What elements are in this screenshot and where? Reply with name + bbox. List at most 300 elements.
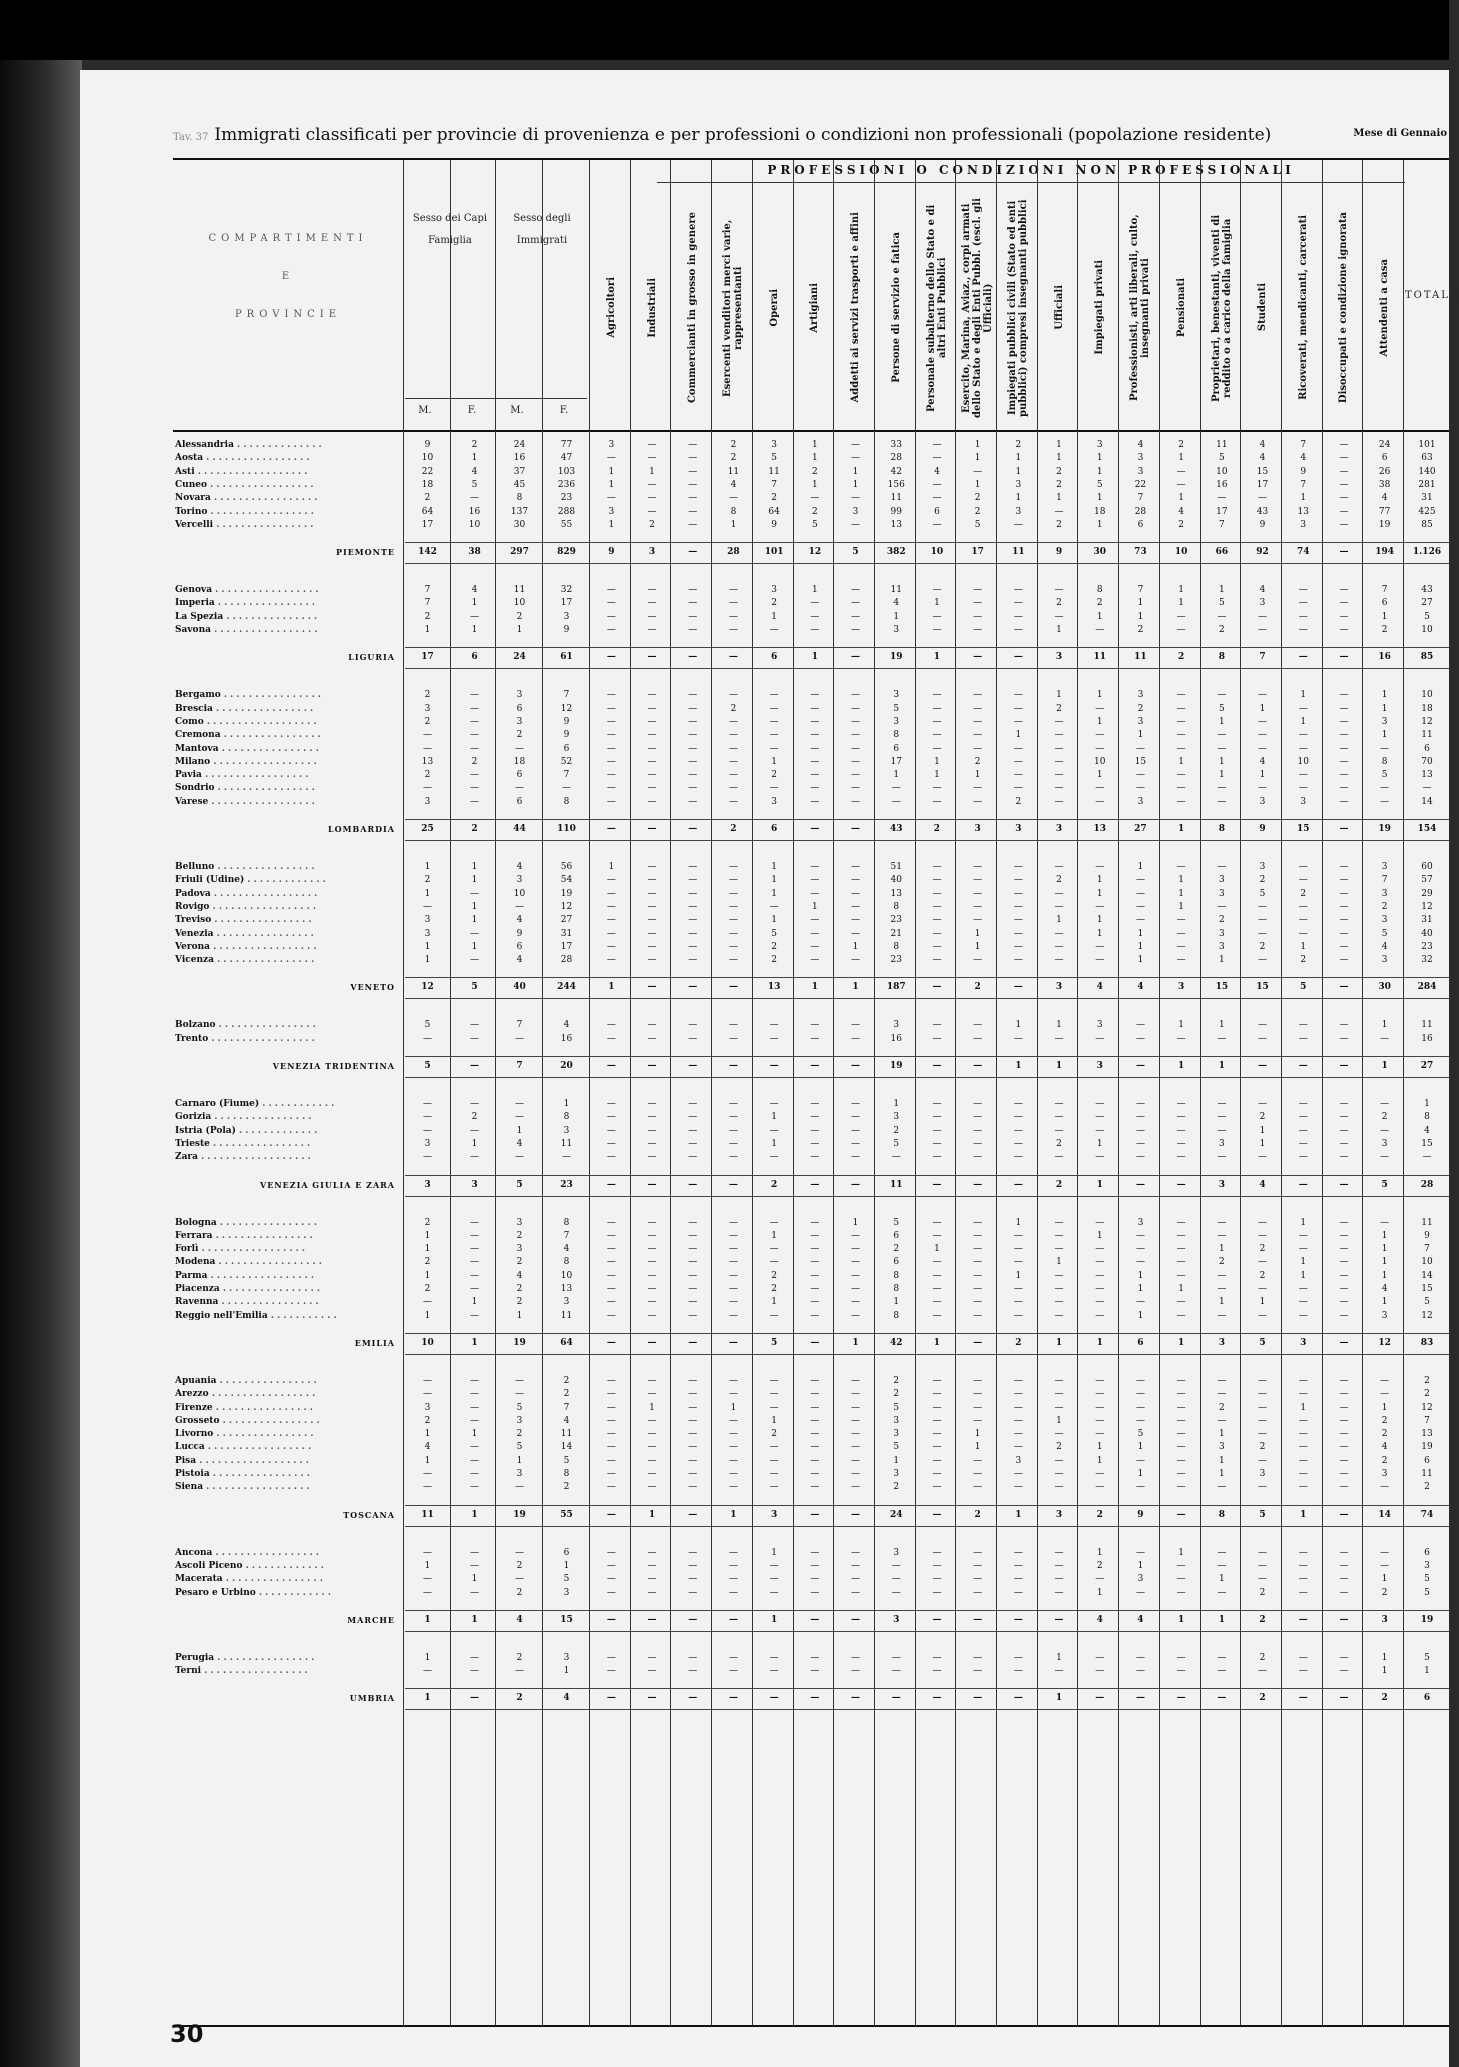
value-cell: — [1013,941,1023,952]
value-cell: — [1298,862,1308,872]
value-cell: — [470,1099,479,1109]
value-cell: 2 [563,1389,570,1400]
total-cell: 29 [1421,888,1433,899]
province-name-text: Friuli (Udine) [175,875,245,886]
value-cell: 829 [557,547,576,558]
value-cell: 1 [516,1455,523,1466]
value-cell: 1 [424,1244,431,1255]
value-cell: 5 [811,519,818,530]
value-cell: 1 [424,955,431,966]
province-name [175,1389,401,1399]
header-professioni-divider [657,182,1405,183]
value-cell: — [1013,1112,1023,1123]
value-cell: — [1013,1402,1023,1413]
value-cell: — [932,1138,942,1149]
value-cell: — [606,1652,616,1663]
value-cell: 1 [974,440,981,450]
profession-header-label: Esercenti venditori merci varie, rappresentanti [722,218,745,397]
province-name-text: Pisa [175,1455,197,1466]
value-cell: 3 [1259,598,1266,609]
value-cell: 2 [1218,915,1225,926]
value-cell: — [810,1138,820,1149]
value-cell: 1 [1056,1257,1062,1268]
month-label: Mese di Gennaio [1353,128,1447,139]
dot-leader: . . . . . . . . . . . . . . . . [212,703,314,714]
value-cell: — [688,1284,698,1294]
value-cell: 1 [974,941,981,952]
province-row [173,889,1449,902]
value-cell: — [851,928,861,939]
value-cell: — [1176,1693,1186,1704]
value-cell: — [1298,730,1308,741]
value-cell: — [1013,1574,1023,1585]
total-cell: 7 [1424,1244,1430,1255]
value-cell: — [728,598,738,609]
value-cell: — [932,783,942,794]
value-cell: 1 [649,466,655,477]
province-name [175,783,401,793]
value-cell: — [932,1614,942,1625]
province-row [173,929,1449,942]
value-cell: — [1054,585,1064,596]
value-cell: 6 [771,824,778,834]
value-cell: — [728,730,738,741]
value-cell: — [851,1614,861,1625]
value-cell: 1 [771,1547,777,1558]
value-cell: 2 [1300,955,1307,966]
value-cell: — [728,1469,738,1479]
value-cell: 2 [730,703,737,714]
value-cell: 1 [424,1270,431,1281]
total-cell: 15 [1421,1284,1433,1294]
value-cell: 11 [890,585,902,596]
value-cell: 4 [1259,756,1266,767]
value-cell: — [728,1587,738,1598]
value-cell: 55 [560,519,573,530]
value-cell: — [1013,611,1023,622]
value-cell: — [1095,1112,1105,1123]
value-cell: — [470,1389,479,1400]
header-capi-m: M. [418,405,432,416]
total-cell: 2 [1424,1375,1430,1386]
value-cell: — [1095,703,1105,714]
value-cell: — [1339,1415,1349,1426]
value-cell: 2 [424,1217,431,1228]
dot-leader: . . . . . . . . . . . . . . . . . [208,1389,316,1400]
value-cell: 3 [424,1402,431,1413]
value-cell: 38 [1378,479,1391,490]
value-cell: — [688,1482,698,1493]
value-cell: 2 [1381,901,1388,912]
value-cell: — [688,1230,698,1241]
total-cell: 6 [1423,1693,1431,1704]
value-cell: — [851,1020,861,1031]
value-cell: 1 [974,453,981,464]
province-name [175,1456,401,1466]
value-cell: — [1339,716,1349,727]
value-cell: 13 [767,982,781,993]
value-cell: — [1013,743,1023,754]
value-cell: — [810,1389,820,1400]
value-cell: 3 [1137,1574,1144,1585]
value-cell: — [1339,875,1349,886]
value-cell: 2 [1096,1560,1103,1571]
value-cell: — [810,875,820,886]
value-cell: — [1176,1429,1186,1440]
value-cell: 1 [1096,1230,1103,1241]
subtotal-rule [405,1056,1449,1057]
value-cell: — [728,1455,738,1466]
value-cell: 19 [889,1061,903,1071]
province-row [173,625,1449,638]
value-cell: — [932,1560,942,1571]
value-cell: 1 [1300,1257,1307,1268]
value-cell: — [1339,703,1349,714]
value-cell: — [932,611,942,622]
value-cell: — [851,1297,861,1308]
value-cell: — [1298,1455,1308,1466]
province-name [175,1112,401,1122]
total-cell: 40 [1421,928,1433,939]
value-cell: 3 [424,915,431,926]
value-cell: 12 [1378,1337,1391,1348]
value-cell: — [688,703,698,714]
scan-left-border [0,60,82,2067]
value-cell: — [1298,1375,1308,1386]
value-cell: — [810,824,820,834]
value-cell: — [470,1469,479,1479]
province-row [173,507,1449,520]
value-cell: 288 [557,506,576,517]
value-cell: 1 [471,875,478,886]
value-cell: — [1054,1112,1064,1123]
value-cell: — [1298,1310,1308,1321]
value-cell: 1 [1381,1257,1388,1268]
profession-header-label: Disoccupati e condizione ignorata [1338,211,1350,404]
dot-leader: . . . . . . . . . . . . . . . . . [207,506,314,517]
value-cell: — [1298,652,1308,663]
value-cell: 2 [1381,1429,1388,1440]
value-cell: — [1339,506,1349,517]
province-name [175,598,401,608]
value-cell: — [1176,690,1186,701]
value-cell: 1 [974,1442,981,1453]
value-cell: — [1095,1469,1105,1479]
province-row [173,1244,1449,1257]
value-cell: 2 [1015,1337,1022,1348]
province-name [175,1311,401,1321]
total-cell: 23 [1421,941,1433,952]
value-cell: 28 [560,955,573,966]
value-cell: — [688,1509,698,1520]
value-cell: — [1258,625,1268,635]
value-cell: — [810,1125,820,1136]
value-cell: — [728,796,738,807]
value-cell: 1 [1218,585,1225,596]
value-cell: 1 [471,941,478,952]
province-name [175,1588,401,1598]
province-row [173,1429,1449,1442]
value-cell: — [1013,1389,1023,1400]
province-name [175,1218,401,1228]
province-row [173,915,1449,928]
value-cell: — [647,743,657,754]
value-cell: — [1095,743,1105,754]
value-cell: 7 [1137,493,1144,504]
value-cell: 2 [893,1482,900,1493]
value-cell: 1 [934,598,940,609]
value-cell: 3 [1218,888,1225,899]
value-cell: — [728,1244,738,1255]
value-cell: — [973,652,983,663]
dot-leader: . . . . . . . . . . . . . . . . [222,1574,323,1585]
value-cell: — [810,743,820,754]
value-cell: 2 [516,1284,523,1294]
value-cell: 2 [1259,1244,1266,1255]
value-cell: — [647,1257,657,1268]
value-cell: — [1339,1482,1349,1493]
value-cell: — [1176,1574,1186,1585]
value-cell: 4 [1259,453,1266,464]
dot-leader: . . . . . . . . . . . . . . . . [215,1020,316,1031]
value-cell: 5 [893,703,900,714]
value-cell: — [728,1099,738,1109]
value-cell: — [1176,1217,1186,1228]
province-name-text: Asti [175,466,195,477]
value-cell: — [769,1099,779,1109]
value-cell: — [470,716,479,727]
value-cell: 4 [1137,982,1144,993]
value-cell: — [647,1061,657,1071]
value-cell: 3 [1015,1455,1022,1466]
value-cell: — [562,783,571,794]
value-cell: — [1013,690,1023,701]
value-cell: — [688,1402,698,1413]
value-cell: 5 [893,1217,900,1228]
value-cell: — [851,598,861,609]
value-cell: 1 [1381,1061,1388,1071]
value-cell: — [1013,1614,1023,1625]
value-cell: — [606,1112,616,1123]
value-cell: 5 [563,1574,570,1585]
value-cell: 1 [1381,703,1388,714]
value-cell: — [1054,955,1064,966]
dot-leader: . . . . . . . . . . . . . . . [223,611,318,622]
value-cell: — [606,1587,616,1598]
value-cell: — [1217,1217,1227,1228]
dot-leader: . . . . . . . . . . . . . . [233,440,322,450]
value-cell: — [688,824,698,834]
value-cell: — [973,703,983,714]
value-cell: — [769,743,779,754]
value-cell: — [769,716,779,727]
header-sesso-capi: Sesso dei Capi Famiglia [412,213,488,246]
value-cell: — [932,1217,942,1228]
value-cell: — [1339,1244,1349,1255]
province-name-text: Perugia [175,1652,215,1663]
province-row [173,440,1449,453]
value-cell: — [688,1614,698,1625]
value-cell: — [973,1455,983,1466]
province-row [173,744,1449,757]
value-cell: — [688,1270,698,1281]
value-cell: — [688,1693,698,1704]
value-cell: — [1258,1482,1268,1493]
header-provincie-label: PROVINCIE [234,309,342,320]
value-cell: — [891,1652,901,1663]
province-row [173,1112,1449,1125]
value-cell: — [1176,1415,1186,1426]
province-name-text: Carnaro (Fiume) [175,1099,260,1109]
value-cell: 1 [771,1297,777,1308]
value-cell: 3 [1259,862,1266,872]
value-cell: 2 [1259,1693,1266,1704]
value-cell: — [973,1614,983,1625]
value-cell: 8 [893,1310,900,1321]
province-row [173,1548,1449,1561]
value-cell: 3 [1055,982,1063,993]
subtotal-rule [405,998,1449,999]
value-cell: — [728,1389,738,1400]
value-cell: 5 [1381,1179,1388,1190]
value-cell: 5 [1381,928,1388,939]
province-row [173,730,1449,743]
province-row [173,1561,1449,1574]
value-cell: 1 [563,1560,570,1571]
value-cell: — [1176,1112,1186,1123]
value-cell: — [606,716,616,727]
value-cell: 1 [1056,625,1062,635]
value-cell: — [851,1179,861,1190]
value-cell: — [851,703,861,714]
value-cell: — [606,955,616,966]
total-cell: 85 [1421,519,1433,530]
value-cell: — [688,440,698,450]
value-cell: 2 [1259,875,1266,886]
value-cell: 1 [1137,862,1144,872]
profession-header-label: Operai [768,288,780,327]
value-cell: 8 [893,1284,900,1294]
value-cell: 1 [1381,1666,1388,1677]
value-cell: — [973,585,983,596]
value-cell: 5 [1381,770,1388,781]
value-cell: — [1135,1297,1145,1308]
province-row [173,585,1449,598]
dot-leader: . . . . . . . . . . . . . . . . . [201,1666,308,1677]
value-cell: 33 [890,440,902,450]
value-cell: — [606,756,616,767]
value-cell: — [1339,1693,1349,1704]
value-cell: — [606,1061,616,1071]
value-cell: 3 [516,716,523,727]
value-cell: — [769,690,779,701]
value-cell: — [1135,1125,1145,1136]
value-cell: 10 [1216,466,1228,477]
value-cell: — [932,888,942,899]
value-cell: 4 [563,1693,570,1704]
value-cell: 2 [1381,1587,1388,1598]
value-cell: 3 [1137,1217,1144,1228]
value-cell: — [810,783,820,794]
value-cell: — [1339,1061,1349,1071]
value-cell: — [647,1547,657,1558]
value-cell: 1 [1096,611,1103,622]
value-cell: — [810,770,820,781]
value-cell: 17 [421,652,434,663]
value-cell: — [728,1429,738,1440]
total-cell: 140 [1418,466,1436,477]
value-cell: 8 [516,493,523,504]
value-cell: 2 [730,824,737,834]
value-cell: 2 [974,493,981,504]
value-cell: — [1339,982,1349,993]
value-cell: — [606,1125,616,1136]
value-cell: 3 [471,1179,478,1190]
value-cell: 1 [516,625,523,635]
value-cell: 1 [1178,1547,1184,1558]
value-cell: — [1135,770,1145,781]
value-cell: — [851,901,861,912]
header-sesso-immigrati: Sesso degli Immigrati [513,213,571,246]
value-cell: — [973,796,983,807]
value-cell: — [606,1509,616,1520]
value-cell: 5 [471,982,478,993]
value-cell: — [1339,1230,1349,1241]
value-cell: 2 [1096,1509,1103,1520]
value-cell: 16 [1378,652,1391,663]
value-cell: 14 [560,1442,573,1453]
value-cell: — [728,743,738,754]
dot-leader: . . . . . . . . . . . . . . . . . [210,493,318,504]
value-cell: 27 [1134,824,1147,834]
value-cell: — [606,1217,616,1228]
value-cell: — [470,743,479,754]
value-cell: 7 [1381,585,1388,596]
value-cell: 4 [893,598,900,609]
value-cell: — [851,1666,861,1677]
value-cell: 15 [1296,824,1310,834]
value-cell: 1 [1096,875,1103,886]
value-cell: — [728,1415,738,1426]
value-cell: — [1013,652,1023,663]
value-cell: — [851,1415,861,1426]
value-cell: 7 [563,1402,570,1413]
value-cell: — [1258,1455,1268,1466]
value-cell: — [423,1112,432,1123]
value-cell: — [1339,652,1349,663]
scan-top-border [0,0,1449,60]
value-cell: — [647,955,657,966]
value-cell: — [728,862,738,872]
value-cell: — [647,824,657,834]
value-cell: — [1258,1574,1268,1585]
total-cell: 6 [1424,1455,1430,1466]
header-imm-f: F. [559,405,569,416]
value-cell: — [1095,1574,1105,1585]
value-cell: — [851,1244,861,1255]
subtotal-rule [405,647,1449,648]
header-e-label: E [281,271,295,282]
province-name [175,1139,401,1149]
dot-leader: . . . . . . . . . . . . . . . . [209,1138,311,1149]
value-cell: — [851,652,861,663]
total-cell: 12 [1421,716,1433,727]
value-cell: 3 [771,796,777,807]
value-cell: 5 [974,519,981,530]
value-cell: — [810,941,820,952]
value-cell: 2 [1096,598,1103,609]
dot-leader: . . . . . . . . . . . . . . . . [219,1284,320,1294]
